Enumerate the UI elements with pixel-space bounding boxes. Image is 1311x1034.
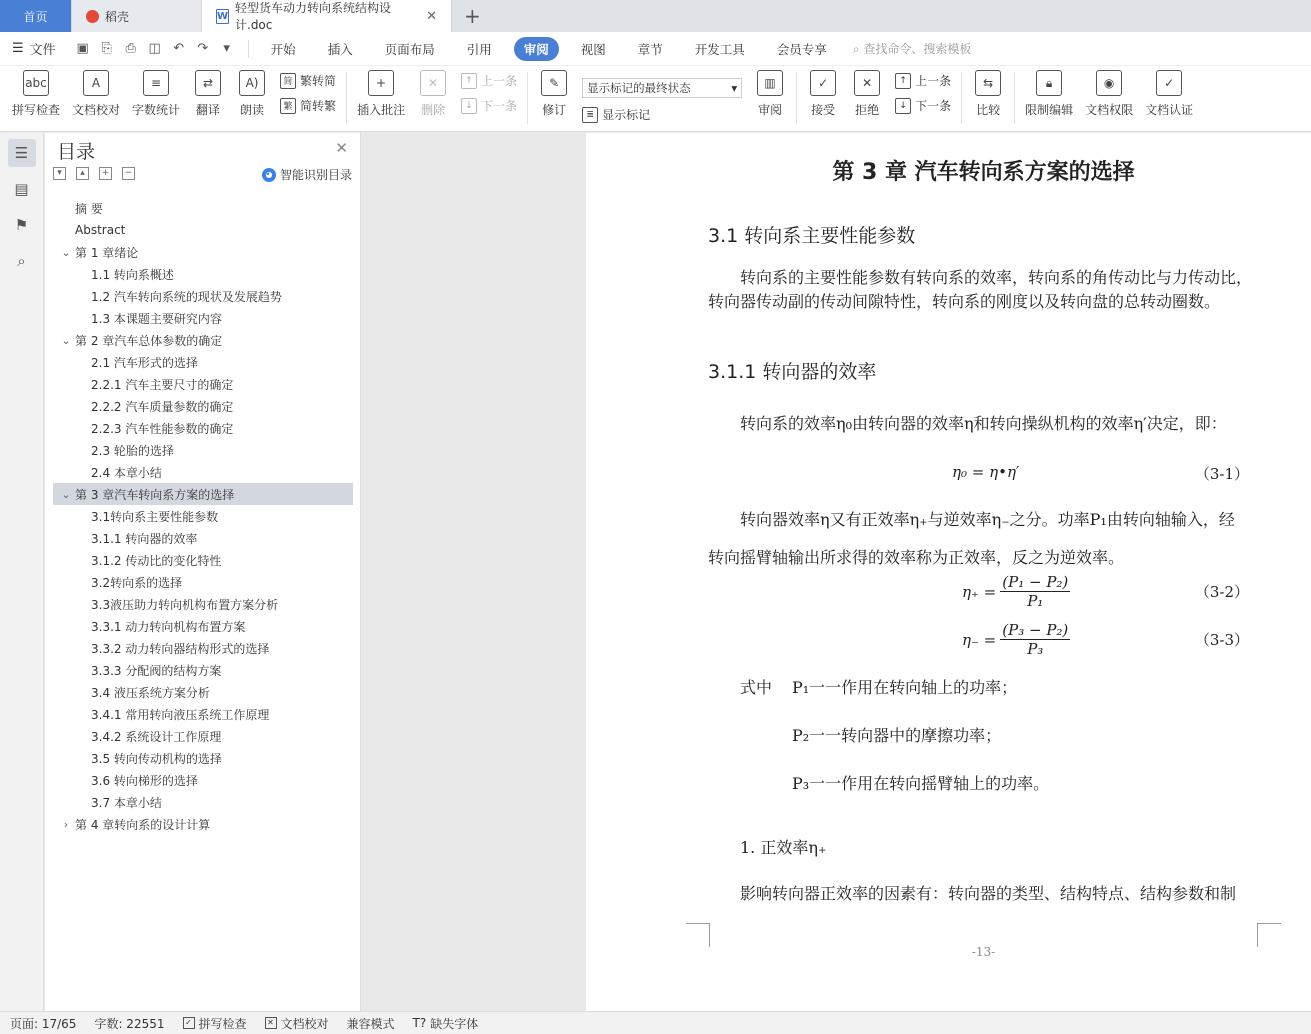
toc-item[interactable]: [53, 483, 353, 505]
word-count-icon: ≡: [143, 70, 169, 96]
compare-label: 比较: [976, 103, 1001, 117]
equation-number: （3-1）: [1194, 465, 1249, 483]
tab-document-label: 轻型货车动力转向系统结构设计.doc: [235, 1, 392, 32]
status-spell-check[interactable]: [183, 1015, 247, 1032]
shield-icon: ✓: [1156, 70, 1182, 96]
equation-lhs: η₊ =: [962, 582, 997, 601]
command-search[interactable]: [853, 40, 972, 57]
paragraph: 转向系的效率η₀由转向器的效率η和转向操纵机构的效率η′决定，即：: [740, 414, 1227, 433]
divider: [527, 72, 528, 124]
menu-review[interactable]: 审阅: [514, 37, 559, 61]
divider: [346, 72, 347, 124]
toc-item-label: 3.5 转向传动机构的选择: [91, 751, 222, 766]
divider: [961, 72, 962, 124]
daoke-icon: [86, 10, 99, 23]
page-corner-mark: [1257, 923, 1281, 947]
comment-icon: +: [368, 70, 394, 96]
new-tab-button[interactable]: +: [464, 4, 481, 28]
toc-item-label: 2.4 本章小结: [91, 465, 162, 480]
insert-comment-button[interactable]: [351, 66, 411, 118]
toc-item-label: 3.3.3 分配阀的结构方案: [91, 663, 222, 678]
smart-toc-button[interactable]: [262, 166, 352, 183]
prev-comment-icon: ↑: [461, 73, 477, 89]
left-toolstrip: [0, 133, 44, 1011]
toc-item-label: 1.1 转向系概述: [91, 267, 174, 282]
toc-item-label: 1.2 汽车转向系统的现状及发展趋势: [91, 289, 282, 304]
smart-toc-label: 智能识别目录: [279, 168, 352, 182]
accept-label: 接受: [811, 103, 836, 117]
toc-toolbar: [53, 167, 135, 180]
tab-daoke-label: 稻壳: [105, 9, 130, 24]
toc-item[interactable]: [53, 615, 353, 637]
simp-to-trad-icon: 繁: [280, 98, 296, 114]
add-heading-icon[interactable]: +: [99, 167, 112, 180]
toc-item[interactable]: [53, 571, 353, 593]
toc-item[interactable]: [53, 703, 353, 725]
toc-item[interactable]: [53, 725, 353, 747]
proofread-icon: A: [83, 70, 109, 96]
menu-view[interactable]: 视图: [580, 41, 606, 57]
toc-item[interactable]: [53, 593, 353, 615]
markup-state-select[interactable]: [582, 78, 742, 98]
toc-item-label: 第 1 章绪论: [75, 245, 139, 260]
toc-item[interactable]: [53, 263, 353, 285]
toc-item-label: 第 4 章转向系的设计计算: [75, 817, 211, 832]
command-search-label: 查找命令、搜索模板: [863, 42, 972, 56]
undo-icon[interactable]: ↶: [173, 41, 185, 56]
spell-check-icon: abc: [23, 70, 49, 96]
subsection-heading: 3.1.1 转向器的效率: [708, 361, 877, 383]
toc-item[interactable]: [53, 373, 353, 395]
proofread-button[interactable]: [66, 66, 126, 118]
numerator: (P₃ − P₂): [1002, 621, 1069, 639]
divider: [248, 40, 249, 58]
reject-button[interactable]: [845, 66, 889, 118]
equation: η₀ = η•η′: [952, 463, 1020, 481]
toc-item[interactable]: [53, 197, 353, 219]
accept-icon: ✓: [810, 70, 836, 96]
toc-item[interactable]: [53, 527, 353, 549]
page-number: -13-: [971, 945, 996, 959]
customize-icon[interactable]: ▾: [223, 41, 230, 56]
chinese-convert-group: [274, 66, 342, 114]
toc-item[interactable]: [53, 791, 353, 813]
fraction: [1000, 573, 1070, 610]
hamburger-icon: ☰: [12, 41, 24, 56]
prev-change-button[interactable]: [895, 72, 951, 89]
track-changes-button[interactable]: [532, 66, 576, 118]
prev-comment-button[interactable]: [461, 72, 517, 89]
delete-comment-button[interactable]: [411, 66, 455, 118]
chevron-right-icon[interactable]: ›: [63, 817, 69, 831]
restrict-edit-label: 限制编辑: [1025, 103, 1074, 117]
equation: [962, 573, 1070, 610]
read-aloud-button[interactable]: [230, 66, 274, 118]
chevron-down-icon[interactable]: ⌄: [61, 245, 71, 259]
word-count-label: 字数统计: [132, 103, 181, 117]
toc-item-label: 3.1.1 转向器的效率: [91, 531, 198, 546]
chevron-down-icon[interactable]: ⌄: [61, 487, 71, 501]
status-spell-label: 拼写检查: [198, 1016, 247, 1031]
numerator: (P₁ − P₂): [1002, 573, 1069, 591]
font-warning-icon: T?: [412, 1016, 427, 1030]
page-corner-mark: [686, 923, 710, 947]
simp-to-trad-label: 简转繁: [300, 99, 337, 113]
review-pane-label: 审阅: [758, 103, 783, 117]
paragraph: 转向摇臂轴输出所求得的效率称为正效率，反之为逆效率。: [708, 548, 1125, 567]
toc-item[interactable]: [53, 241, 353, 263]
doc-certify-button[interactable]: [1139, 66, 1199, 118]
definition-item: P₂一一转向器中的摩擦功率；: [792, 726, 1002, 745]
restrict-edit-button[interactable]: [1019, 66, 1079, 118]
read-aloud-icon: A): [239, 70, 265, 96]
toc-item[interactable]: [53, 285, 353, 307]
translate-icon: ⇄: [195, 70, 221, 96]
toc-item[interactable]: [53, 439, 353, 461]
trad-to-simp-button[interactable]: [280, 72, 336, 89]
compare-button[interactable]: [966, 66, 1010, 118]
menu-bar: [0, 32, 1311, 66]
equation-lhs: η₋ =: [962, 630, 997, 649]
tab-daoke[interactable]: [72, 0, 202, 32]
expand-all-icon[interactable]: ▾: [53, 167, 66, 180]
tab-bar: [0, 0, 1311, 32]
list-item: 1. 正效率η₊: [740, 838, 827, 857]
equation-number: （3-3）: [1194, 631, 1249, 649]
toc-item-label: 2.1 汽车形式的选择: [91, 355, 198, 370]
menu-start[interactable]: 开始: [270, 41, 296, 57]
word-doc-icon: W: [217, 10, 229, 22]
translate-label: 翻译: [196, 103, 221, 117]
menu-devtools[interactable]: 开发工具: [694, 41, 745, 57]
tab-document[interactable]: [202, 0, 452, 32]
simp-to-trad-button[interactable]: [280, 97, 336, 114]
toc-item-label: 3.4.1 常用转向液压系统工作原理: [91, 707, 270, 722]
permission-icon: ◉: [1096, 70, 1122, 96]
toc-item-label: 3.4 液压系统方案分析: [91, 685, 210, 700]
toc-title: 目录: [57, 141, 96, 163]
status-proofread-label: 文档校对: [280, 1016, 329, 1031]
definition-item: P₁一一作用在转向轴上的功率；: [792, 678, 1018, 697]
paragraph: 转向系的主要性能参数有转向系的效率，转向系的角传动比与力传动比，转向器传动副的传动间隙特性，转向系的刚度以及转向盘的总转动圈数。: [708, 268, 1253, 311]
toc-item-label: 2.3 轮胎的选择: [91, 443, 174, 458]
menu-layout[interactable]: 页面布局: [384, 41, 435, 57]
file-menu-label: 文件: [29, 43, 56, 58]
toc-item[interactable]: [53, 329, 353, 351]
toc-list: [53, 197, 353, 835]
doc-permission-label: 文档权限: [1085, 103, 1134, 117]
document-canvas: [362, 133, 1311, 1011]
toc-item-label: 2.2.3 汽车性能参数的确定: [91, 421, 234, 436]
missing-font[interactable]: [413, 1015, 479, 1032]
denominator: P₃: [1027, 640, 1044, 658]
next-comment-label: 下一条: [481, 99, 518, 113]
track-changes-label: 修订: [542, 103, 567, 117]
doc-permission-button[interactable]: [1079, 66, 1139, 118]
toc-item-label: 3.2转向系的选择: [91, 575, 183, 590]
toc-item-label: 1.3 本课题主要研究内容: [91, 311, 222, 326]
show-markup-icon: ≣: [582, 107, 598, 123]
proofread-label: 文档校对: [72, 103, 121, 117]
toc-item-label: 3.6 转向梯形的选择: [91, 773, 198, 788]
toc-item-label: 3.1转向系主要性能参数: [91, 509, 219, 524]
toc-item[interactable]: [53, 659, 353, 681]
close-icon[interactable]: ✕: [335, 139, 348, 157]
toc-item-label: 3.3.1 动力转向机构布置方案: [91, 619, 246, 634]
chevron-down-icon[interactable]: ⌄: [61, 333, 71, 347]
chevron-down-icon: ▾: [731, 81, 738, 95]
print-icon[interactable]: ⎙: [125, 41, 136, 56]
toc-item-label: Abstract: [75, 223, 126, 237]
next-change-label: 下一条: [915, 99, 952, 113]
missing-font-label: 缺失字体: [430, 1016, 479, 1031]
toc-item[interactable]: [53, 307, 353, 329]
equation: [962, 621, 1070, 658]
ai-icon: ◕: [262, 168, 276, 182]
read-aloud-label: 朗读: [240, 103, 265, 117]
toc-item-label: 3.4.2 系统设计工作原理: [91, 729, 222, 744]
file-menu[interactable]: [12, 39, 56, 58]
show-markup-button[interactable]: [582, 106, 742, 123]
menu-member[interactable]: 会员专享: [776, 41, 827, 57]
translate-button[interactable]: [186, 66, 230, 118]
preview-icon[interactable]: ◫: [148, 41, 161, 56]
chapter-heading: 第 3 章 汽车转向系方案的选择: [832, 160, 1135, 185]
insert-comment-label: 插入批注: [357, 103, 406, 117]
fraction: [1000, 621, 1070, 658]
redo-icon[interactable]: ↷: [197, 41, 209, 56]
review-pane-button[interactable]: [748, 66, 792, 118]
trad-to-simp-label: 繁转简: [300, 74, 337, 88]
save-icon[interactable]: ▣: [76, 41, 89, 56]
document-page[interactable]: [586, 133, 1311, 1011]
show-markup-label: 显示标记: [602, 108, 651, 122]
toc-pane: [45, 133, 361, 1011]
toc-item-label: 3.7 本章小结: [91, 795, 162, 810]
menu-reference[interactable]: 引用: [466, 41, 492, 57]
status-bar: [0, 1011, 1311, 1034]
toc-item[interactable]: [53, 747, 353, 769]
toc-item[interactable]: [53, 505, 353, 527]
divider: [796, 72, 797, 124]
spell-check-label: 拼写检查: [12, 103, 61, 117]
toc-item[interactable]: [53, 417, 353, 439]
prev-change-label: 上一条: [915, 74, 952, 88]
search-icon: ⌕: [852, 42, 860, 56]
change-nav-group: [889, 66, 957, 114]
toc-item[interactable]: [53, 769, 353, 791]
lock-icon: 🔒︎: [1036, 70, 1062, 96]
menu-insert[interactable]: 插入: [327, 41, 353, 57]
section-nav-icon[interactable]: ▤: [14, 180, 29, 198]
bookmark-icon[interactable]: ⚑: [14, 216, 29, 234]
status-proofread[interactable]: [265, 1015, 329, 1032]
review-pane-icon: ▥: [757, 70, 783, 96]
toc-item[interactable]: [53, 351, 353, 373]
toc-item[interactable]: [53, 637, 353, 659]
tab-home[interactable]: 首页: [0, 0, 72, 32]
word-count-button[interactable]: [126, 66, 186, 118]
menu-section[interactable]: 章节: [637, 41, 663, 57]
section-heading: 3.1 转向系主要性能参数: [708, 225, 916, 247]
comment-nav-group: [455, 66, 523, 114]
markup-group: [576, 66, 748, 123]
toc-item-label: 3.3.2 动力转向器结构形式的选择: [91, 641, 270, 656]
delete-comment-icon: ✕: [420, 70, 446, 96]
proofread-icon: ✕: [265, 1017, 277, 1029]
toc-item[interactable]: [53, 219, 353, 241]
next-change-button[interactable]: [895, 97, 951, 114]
spell-check-button[interactable]: [6, 66, 66, 118]
toc-item[interactable]: [53, 813, 353, 835]
toc-item[interactable]: [53, 681, 353, 703]
close-icon[interactable]: ✕: [426, 8, 437, 24]
paragraph: 影响转向器正效率的因素有：转向器的类型、结构特点、结构参数和制: [740, 884, 1237, 903]
paragraph: 转向器效率η又有正效率η₊与逆效率η₋之分。功率P₁由转向轴输入，经: [740, 510, 1235, 529]
divider: [1014, 72, 1015, 124]
toc-item[interactable]: [53, 395, 353, 417]
toc-item-label: 第 3 章汽车转向系方案的选择: [75, 487, 235, 502]
export-icon[interactable]: ⎘: [101, 41, 112, 56]
delete-comment-label: 删除: [421, 103, 446, 117]
next-comment-icon: ↓: [461, 98, 477, 114]
toc-item-label: 3.3液压助力转向机构布置方案分析: [91, 597, 279, 612]
toc-item[interactable]: [53, 549, 353, 571]
equation-number: （3-2）: [1194, 583, 1249, 601]
collapse-all-icon[interactable]: ▴: [76, 167, 89, 180]
checkbox-icon: ✓: [183, 1017, 195, 1029]
next-comment-button[interactable]: [461, 97, 517, 114]
compare-icon: ⇆: [975, 70, 1001, 96]
markup-state-value: 显示标记的最终状态: [587, 81, 691, 95]
page-indicator[interactable]: 页面: 17/65: [10, 1016, 77, 1031]
doc-certify-label: 文档认证: [1145, 103, 1194, 117]
accept-button[interactable]: [801, 66, 845, 118]
search-icon[interactable]: ⌕: [17, 252, 26, 270]
review-ribbon: [0, 66, 1311, 132]
definition-item: P₃一一作用在转向摇臂轴上的功率。: [792, 774, 1050, 793]
toc-item-label: 2.2.2 汽车质量参数的确定: [91, 399, 234, 414]
word-count-indicator[interactable]: 字数: 22551: [94, 1016, 165, 1031]
compat-mode: 兼容模式: [346, 1016, 395, 1031]
prev-change-icon: ↑: [895, 73, 911, 89]
reject-label: 拒绝: [855, 103, 880, 117]
reject-icon: ✕: [854, 70, 880, 96]
prev-comment-label: 上一条: [481, 74, 518, 88]
next-change-icon: ↓: [895, 98, 911, 114]
toc-item-label: 摘 要: [75, 201, 103, 216]
toc-item[interactable]: [53, 461, 353, 483]
denominator: P₁: [1027, 592, 1044, 610]
toc-item-label: 2.2.1 汽车主要尺寸的确定: [91, 377, 234, 392]
toc-item-label: 3.1.2 传动比的变化特性: [91, 553, 222, 568]
toc-item-label: 第 2 章汽车总体参数的确定: [75, 333, 223, 348]
toc-panel-icon[interactable]: ☰: [8, 139, 36, 167]
trad-to-simp-icon: 简: [280, 73, 296, 89]
remove-heading-icon[interactable]: −: [122, 167, 135, 180]
where-label: 式中: [740, 678, 773, 697]
track-changes-icon: ✎: [541, 70, 567, 96]
